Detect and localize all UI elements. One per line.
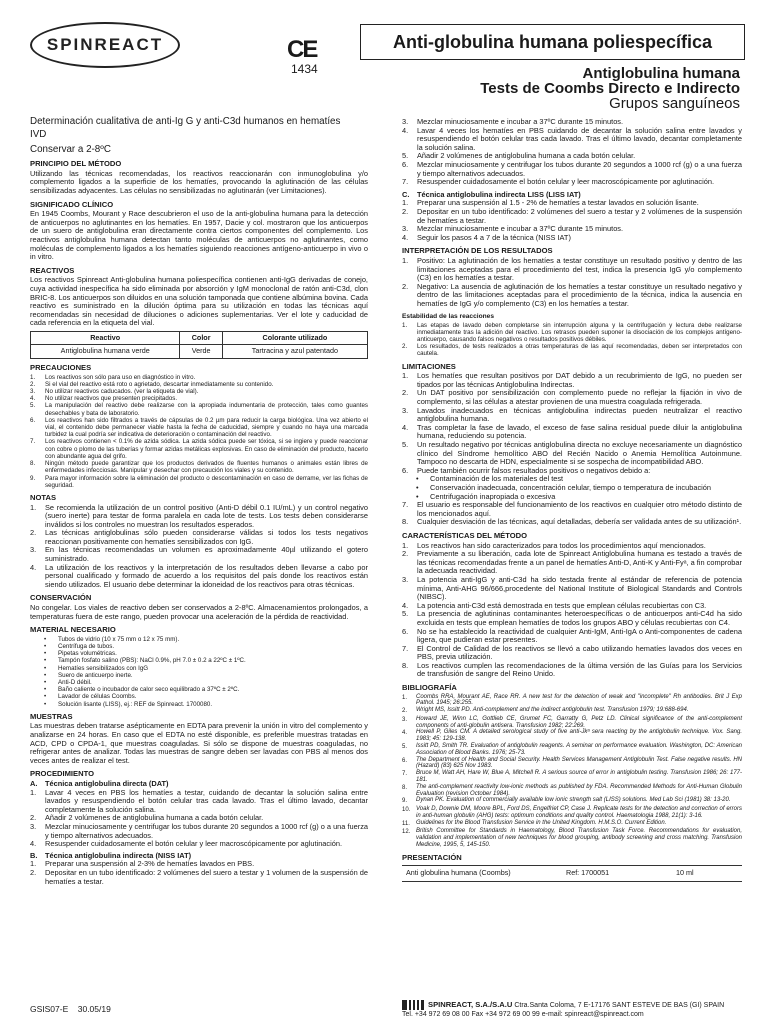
reagents-cell: Tartracina y azul patentado	[222, 345, 367, 359]
reagents-header-cell: Reactivo	[31, 331, 180, 345]
document-date: 30.05/19	[77, 1004, 111, 1014]
list-item	[402, 283, 742, 309]
proc-b-list	[30, 860, 368, 886]
list-number: 4.	[402, 125, 409, 135]
list-number: 2.	[30, 813, 37, 823]
list-text: No utilizar reactivos que presenten precipitados.	[45, 395, 178, 403]
list-number: •	[44, 664, 47, 672]
list-item	[402, 628, 742, 645]
list-number: 2.	[30, 528, 37, 538]
list-text: Los reactivos contienen < 0.1% de azida sódica. La azida sódica puede ser tóxica, si se ingiere y puede reaccionar con cobre o plomo de las tuberías y formar azidas metálicas explosivas. En caso de eliminación del producto, hacerlo con abundante agua del grifo.	[45, 438, 368, 460]
list-number: 8.	[402, 784, 408, 791]
list-item	[30, 665, 368, 672]
list-number: 1.	[402, 694, 408, 701]
list-text: Lavar 4 veces en PBS los hematíes a testar, cuidando de decantar la solución salina entre lavados y resuspendiendo el botón celular tras cada lavado. Tras el último lavado, decantar completamente la solución salina.	[45, 787, 368, 814]
list-text: Howell P, Giles CM. A detailed serological study of five anti-Jkᵃ sera reacting by the antiglobulin technique. Vox. Sang. 1983; 45: 129-138.	[416, 729, 742, 743]
list-text: Issitt PD, Smith TR. Evaluation of antiglobulin reagents. A seminar on performance evaluation. Washington, DC: American Association of Blood Banks. 1976; 25-73.	[416, 743, 742, 756]
list-text: Baño caliente o incubador de calor seco equilibrado a 37ºC ± 2ºC.	[58, 686, 240, 694]
list-number: 9.	[402, 798, 408, 805]
list-item	[402, 610, 742, 627]
list-number: 2.	[402, 388, 409, 398]
list-number: 5.	[402, 609, 409, 619]
list-item	[402, 828, 742, 848]
list-item	[30, 374, 368, 381]
list-number: 6.	[402, 465, 409, 475]
list-text: Anti-D débil.	[58, 679, 92, 687]
list-text: British Committee for Standards in Haematology, Blood Transfusion Task Force. Recommendations for evaluation, validation and implementation of new techniques for blood grouping, antibody screening and cross matching. Transfusion Medicine, 1995, 5, 145-150.	[416, 828, 742, 848]
list-item	[402, 743, 742, 757]
list-text: Lavador de células Coombs.	[58, 693, 137, 701]
subtitle-2: Tests de Coombs Directo e Indirecto	[480, 80, 740, 97]
principio-heading: PRINCIPIO DEL MÉTODO	[30, 159, 122, 169]
list-number: •	[416, 474, 419, 484]
reagents-header-cell: Colorante utilizado	[222, 331, 367, 345]
list-text: Añadir 2 volúmenes de antiglobulina humana a cada botón celular.	[45, 813, 264, 823]
proc-b-heading: B. Técnica antiglobulina indirecta (NISS IAT)	[30, 850, 192, 860]
presentacion-ref: Ref: 1700051	[566, 868, 610, 878]
presentacion-heading: PRESENTACIÓN	[402, 852, 462, 862]
list-item	[402, 757, 742, 771]
list-number: 4.	[402, 422, 409, 432]
list-number: 2.	[402, 708, 408, 715]
list-number: 8.	[402, 517, 409, 527]
caracteristicas-list	[402, 542, 742, 680]
list-number: 1.	[30, 502, 37, 512]
list-item	[30, 823, 368, 840]
conservacion-heading: CONSERVACIÓN	[30, 593, 92, 603]
list-item	[30, 417, 368, 439]
list-item	[402, 662, 742, 679]
material-list	[30, 636, 368, 708]
list-item	[30, 701, 368, 708]
list-number: 10.	[402, 807, 411, 813]
list-text: Suero de anticuerpo inerte.	[58, 671, 133, 679]
estabilidad-heading: Estabilidad de las reacciones	[402, 313, 494, 321]
list-item	[402, 424, 742, 441]
list-text: Mezclar minuciosamente e incubar a 37ºC durante 15 minutos.	[417, 117, 624, 126]
list-number: 3.	[402, 117, 409, 126]
subtitle-3: Grupos sanguíneos	[609, 95, 740, 112]
list-item	[402, 441, 742, 467]
list-text: Mezclar minuciosamente e incubar a 37ºC durante 15 minutos.	[417, 224, 624, 234]
limitaciones-heading: LIMITACIONES	[402, 361, 456, 371]
reagents-header-cell: Color	[180, 331, 222, 345]
company-address: Ctra.Santa Coloma, 7 E-17176 SANT ESTEVE DE BAS (GI) SPAIN	[514, 1002, 725, 1009]
ce-mark: CE	[287, 36, 317, 63]
list-number: 8.	[30, 460, 36, 468]
presentacion-volume: 10 ml	[676, 868, 694, 878]
list-number: 3.	[30, 388, 36, 396]
list-number: 7.	[402, 643, 409, 653]
notas-list	[30, 504, 368, 590]
precauciones-list	[30, 374, 368, 489]
list-number: 1.	[30, 373, 36, 381]
list-item	[30, 388, 368, 395]
proc-c-heading: C. Técnica antiglobulina indirecta LISS (LISS IAT)	[402, 189, 581, 199]
list-item	[30, 657, 368, 664]
list-item	[402, 178, 742, 187]
list-text: Centrifugación inapropiada o excesiva	[430, 491, 556, 501]
bibliografia-list	[402, 694, 742, 849]
caracteristicas-heading: CARACTERÍSTICAS DEL MÉTODO	[402, 530, 528, 540]
list-text: Howard JE, Winn LC, Gottlieb CE, Grumet FC, Garratty G, Petz LD. Clinical significance of the anti-complement components of anti-globulin antisera. Transfusion 1982; 22:269.	[416, 715, 742, 729]
clinico-text: En 1945 Coombs, Mourant y Race descubrieron el uso de la anti-globulina humana para la detección de anticuerpos no aglutinantes en los hematíes. En 1957, Dacie y col. mostraron que los anticuerpos de un suero de antiglobulina eran directamente contra ciertos componentes del complemento. Los reactivos antiglobulina humana detectan tanto moléculas de anticuerpos no aglutinantes, como moléculas de complemento ligados a los hematíes siguiendo reacciones antígeno-anticuerpo in vivo o in vitro.	[30, 209, 368, 262]
company-contact: Tel. +34 972 69 08 00 Fax +34 972 69 00 99 e-mail: spinreact@spinreact.com	[402, 1011, 644, 1019]
list-number: •	[416, 491, 419, 501]
list-item	[402, 372, 742, 389]
document-title-box	[360, 24, 745, 60]
list-item	[402, 234, 742, 243]
proc-b-continued-list	[402, 118, 742, 187]
list-text: Depositar en un tubo identificado: 2 volúmenes del suero a testar y 1 volumen de la suspensión de hematíes a testar.	[45, 867, 368, 886]
list-text: Tampón fosfato salino (PBS): NaCl 0.9%, pH 7.0 ± 0.2 a 22ºC ± 1ºC.	[58, 657, 246, 665]
list-number: •	[44, 671, 47, 679]
list-text: Negativo: La ausencia de aglutinación de los hematíes a testar constituye un resultado negativo y dentro de las limitaciones aceptadas para el procedimiento de la técnica, indica la ausencia en hematíes de IgG y/o complemento (C3) en los hematíes a testar.	[417, 281, 742, 308]
list-text: La utilización de los reactivos y la interpretación de los resultados deben llevarse a cabo por personal cualificado y formado de acuerdo a los requisitos del país donde los reactivos están siendo utilizados. El usuario debe determinar la idoneidad de los reactivos para otras técnicas.	[45, 562, 368, 589]
list-number: 6.	[402, 757, 408, 764]
list-text: Ningún método puede garantizar que los productos derivados de fluentes humanos o animales están libres de enfermedades infecciosas. Manipular y desechar con precaución los viales y su contenido.	[45, 460, 368, 475]
list-item	[402, 707, 742, 716]
list-text: Hematíes sensibilizados con IgG	[58, 664, 149, 672]
list-item	[30, 395, 368, 402]
list-number: 1.	[30, 859, 37, 869]
clinico-heading: SIGNIFICADO CLÍNICO	[30, 199, 114, 209]
list-item	[402, 322, 742, 344]
list-number: •	[44, 643, 47, 651]
list-item	[30, 529, 368, 546]
bibliografia-heading: BIBLIOGRAFÍA	[402, 683, 457, 693]
list-number: 1.	[402, 255, 409, 265]
list-number: 1.	[30, 787, 37, 797]
list-text: En las técnicas recomendadas un volumen es aproximadamente 40µl utilizando el gotero suministrado.	[45, 545, 368, 564]
list-text: Previamente a su liberación, cada lote de Spinreact Antiglobulina humana es testado a través de las técnicas recomendadas frente a un panel de hematíes Anti-D, Anti-K y Anti-Fyᵃ, a fin comprobar la adecuada reactividad.	[417, 549, 742, 576]
list-item	[30, 693, 368, 700]
list-item	[30, 679, 368, 686]
estabilidad-list	[402, 322, 742, 358]
list-text: Mezclar minuciosamente y centrifugar los tubos durante 20 segundos a 1000 rcf (g) o a una fuerza y tiempo alternativos adecuados.	[417, 159, 742, 178]
ivd-label: IVD	[30, 129, 47, 140]
list-number: 7.	[30, 438, 36, 446]
spinreact-logo: SPINREACT	[30, 22, 180, 68]
list-text: Seguir los pasos 4 a 7 de la técnica (NISS IAT)	[417, 232, 571, 242]
list-text: Resuspender cuidadosamente el botón celular y leer macroscópicamente por aglutinación.	[417, 177, 715, 187]
limitaciones-list	[402, 372, 742, 527]
list-number: 4.	[30, 395, 36, 403]
list-number: •	[416, 483, 419, 492]
list-item	[30, 650, 368, 657]
footer-code	[30, 1004, 111, 1014]
list-item	[402, 694, 742, 708]
conservation-label: Conservar a 2-8ºC	[30, 143, 111, 155]
list-item	[402, 576, 742, 602]
list-item	[402, 257, 742, 283]
list-item	[402, 729, 742, 743]
list-item	[402, 797, 742, 806]
list-number: 6.	[402, 159, 409, 169]
list-text: Un resultado negativo por técnicas antiglobulina directa no excluye necesariamente un diagnóstico clínico del Síndrome hemolítico ABO del Recién Nacido o Anemia Hemolítica Autoinmune. Tampoco no descarta de HDN, especialmente si se sospecha de incompatibilidad ABO.	[417, 440, 742, 467]
list-text: Preparar una suspensión al 2-3% de hematíes lavados en PBS.	[45, 859, 255, 869]
list-text: Cualquier desviación de las técnicas, aquí detalladas, debería ser validada antes de su utilización¹.	[417, 517, 742, 527]
list-text: Resuspender cuidadosamente el botón celular y leer macroscópicamente por aglutinación.	[45, 839, 343, 849]
interpretacion-heading: INTERPRETACIÓN DE LOS RESULTADOS	[402, 246, 553, 256]
list-item	[30, 643, 368, 650]
procedimiento-heading: PROCEDIMIENTO	[30, 769, 94, 779]
list-number: •	[44, 635, 47, 643]
right-column	[402, 118, 742, 882]
list-text: Centrífuga de tubos.	[58, 643, 115, 651]
list-number: •	[44, 650, 47, 658]
list-item	[30, 460, 368, 474]
list-text: No se ha establecido la reactividad de cualquier Anti-IgM, Anti-IgA o Anti-componentes de cadena ligera, que pudieran estar presentes.	[417, 626, 742, 645]
list-text: Los reactivos han sido filtrados a través de cápsulas de 0.2 µm para reducir la carga biológica. Una vez abierto el vial, el contenido debe permanecer viable hasta la fecha de caducidad, siempre y cuando no haya una marcada turbidez la cual podría ser indicativa de deterioración o contaminación del reactivo.	[45, 416, 368, 439]
list-number: 3.	[30, 545, 37, 555]
table-row	[31, 345, 368, 359]
list-number: 9.	[30, 474, 36, 482]
list-item	[402, 389, 742, 406]
list-item	[402, 161, 742, 178]
left-column	[30, 116, 368, 886]
interpretacion-list	[402, 257, 742, 309]
list-item	[402, 820, 742, 829]
muestras-heading: MUESTRAS	[30, 711, 73, 721]
list-text: Añadir 2 volúmenes de antiglobulina humana a cada botón celular.	[417, 151, 636, 161]
proc-c-list	[402, 199, 742, 242]
list-text: The anti-complement reactivity low-ionic methods as published by FDA. Recommended Methods for Anti-Human Globulin Evaluation (revision October 1984).	[416, 783, 742, 797]
reagents-cell: Verde	[180, 345, 222, 359]
list-text: Bruce M, Watt AH, Hare W, Blue A, Mitchell R. A serious source of error in antiglobulin testing. Transfusion 1986; 26: 177-181.	[416, 770, 742, 784]
list-item	[30, 672, 368, 679]
list-number: 3.	[30, 821, 37, 831]
reagents-table-header	[31, 331, 368, 345]
list-text: Las técnicas antiglobulinas sólo pueden considerarse válidas si todos los tests negativos reaccionan positivamente con hematíes sensibilizados con IgG.	[45, 528, 368, 546]
list-text: Los reactivos son sólo para uso en diagnóstico in vitro.	[45, 373, 196, 381]
list-text: Los reactivos cumplen las recomendaciones de la última versión de las Guías para los Servicios de transfusión de sangre del Reino Unido.	[417, 660, 742, 679]
list-number: 1.	[402, 371, 409, 381]
document-code: GSIS07-E	[30, 1004, 69, 1014]
notas-heading: NOTAS	[30, 492, 57, 502]
conservacion-text: No congelar. Los viales de reactivo deben ser conservados a 2-8ºC. Almacenamientos prolongados, a temperaturas fuera de este rango, pueden provocar una aceleración de la pérdida de reactividad.	[30, 603, 368, 621]
list-number: 5.	[402, 151, 409, 161]
list-item	[30, 789, 368, 815]
list-number: 4.	[402, 600, 409, 610]
list-text: Pipetas volumétricas.	[58, 650, 117, 658]
list-item	[402, 645, 742, 662]
list-text: Guidelines for the Blood Transfusion Service in the United Kingdom. H.M.S.O. Current Edition.	[416, 819, 667, 826]
list-item	[30, 504, 368, 530]
reactivos-heading: REACTIVOS	[30, 265, 75, 275]
list-item	[30, 840, 368, 849]
list-number: 3.	[402, 405, 409, 415]
list-number: 4.	[402, 730, 408, 737]
list-item	[402, 407, 742, 424]
list-text: The Department of Health and Social Security. Health Services Management Antiglobulin Test. False negative results. HN (Hazard) (83) 625 Nov 1983.	[416, 756, 742, 770]
principio-text: Utilizando las técnicas recomendadas, los reactivos reaccionarán con inmunoglobulina y/o complemento ligados a la superficie de los hematíes, provocando la aglutinación de las células sensibilizadas adyacentes. Las células no sensibilizadas no aglutinarán (ver Limitaciones).	[30, 168, 368, 195]
document-title: Anti-globulina humana poliespecífica	[392, 31, 713, 52]
reagents-cell: Antiglobulina humana verde	[31, 345, 180, 359]
list-text: Los hematíes que resultan positivos por DAT debido a un recubrimiento de IgG, no pueden ser tipados por las técnicas Antiglobulina Indirectas.	[417, 371, 742, 389]
list-text: Lavar 4 veces los hematíes en PBS cuidando de decantar la solución salina entre lavados y resuspendiendo el botón celular tras cada lavado. Tras el último lavado, decantar completamente la solución salina.	[417, 125, 742, 152]
subtitle-1: Antiglobulina humana	[582, 65, 740, 82]
list-number: 2.	[30, 867, 37, 877]
list-text: Conservación inadecuada, concentración celular, tiempo o temperatura de incubación	[430, 483, 712, 492]
list-text: La presencia de aglutininas contaminantes heteroespecíficas o de anticuerpos anti-C4d ha sido excluida en tests que emplean hematíes de todos los grupos ABO y células recubiertas con C4.	[417, 609, 742, 627]
list-number: •	[44, 679, 47, 687]
list-item	[30, 636, 368, 643]
list-number: •	[44, 657, 47, 665]
list-item	[402, 784, 742, 798]
list-text: Preparar una suspensión al 1.5 - 2% de hematíes a testar lavados en solución lisante.	[417, 198, 699, 208]
list-number: 1.	[402, 540, 409, 550]
list-number: 7.	[402, 177, 409, 187]
list-item	[402, 208, 742, 225]
list-number: 2.	[30, 380, 36, 388]
list-number: 6.	[402, 626, 409, 636]
list-item	[30, 686, 368, 693]
list-text: Dynan PK. Evaluation of commercially available low ionic strength salt (LISS) solutions. Med Lab Sci (1981) 38: 13-20.	[416, 797, 731, 804]
list-number: 3.	[402, 224, 409, 234]
presentacion-name: Anti globulina humana (Coombs)	[406, 868, 511, 878]
list-text: Si el vial del reactivo está roto o agrietado, descartar inmediatamente su contenido.	[45, 380, 274, 388]
list-item	[402, 770, 742, 784]
list-text: Los resultados, de tests realizados a otras temperaturas de las aquí recomendadas, deben ser interpretados con cautela.	[417, 343, 742, 358]
list-number: 1.	[402, 321, 408, 329]
list-number: 5.	[402, 440, 409, 450]
list-item	[402, 806, 742, 820]
list-number: •	[44, 686, 47, 694]
list-text: La potencia anti-C3d está demostrada en tests que emplean células recubiertas con C3.	[417, 600, 707, 610]
list-number: 4.	[402, 232, 409, 242]
list-number: 5.	[30, 402, 36, 410]
list-number: 2.	[402, 206, 409, 216]
muestras-text: Las muestras deben tratarse asépticamente en EDTA para prevenir la unión in vitro del complemento y analizarse en 24 horas. En caso que el EDTA no esté disponible, es preferible muestras tratadas en ACD, CPD o CPDA-1, que muestras coaguladas. Si sólo se dispone de muestras coaguladas, no refrigerar antes de analizar. Todas las muestras de sangre deben ser lavadas con PBS al menos dos veces antes de realizar el test.	[30, 721, 368, 765]
list-text: Para mayor información sobre la eliminación del producto o descontaminación en caso de derrame, ver las fichas de seguridad.	[45, 474, 368, 489]
list-text: Puede también ocurrir falsos resultados positivos o negativos debido a:	[417, 465, 651, 475]
presentacion-row	[402, 865, 742, 882]
list-text: Se recomienda la utilización de un control positivo (Anti-D débil 0.1 IU/mL) y un control negativo (suero inerte) para testar de forma paralela en cada lote de tests. Los tests deben considerarse inválidos si los controles no muestran los resultados esperados.	[45, 502, 368, 529]
list-text: Coombs RRA, Mourant AE, Race RR. A new test for the detection of weak and "incomplete" Rh antibodies. Brit J Exp Pathol. 1945; 26:255.	[416, 693, 742, 707]
list-item	[402, 501, 742, 518]
list-item	[30, 546, 368, 563]
list-item	[30, 869, 368, 886]
list-item	[30, 381, 368, 388]
reagents-table	[30, 331, 368, 359]
list-number: 5.	[402, 744, 408, 751]
list-item	[402, 343, 742, 357]
list-item	[402, 127, 742, 153]
list-item	[30, 402, 368, 416]
list-number: 6.	[30, 416, 36, 424]
list-text: El Control de Calidad de los reactivos se llevó a cabo utilizando hematíes lavados dos veces en PBS, previa utilización.	[417, 643, 742, 662]
list-item	[30, 438, 368, 460]
list-text: Los reactivos han sido caracterizados para todos los procedimientos aquí mencionados.	[417, 540, 706, 550]
list-number: 7.	[402, 771, 408, 778]
list-number: 4.	[30, 562, 37, 572]
footer-company	[402, 1000, 742, 1019]
ce-number: 1434	[291, 62, 318, 76]
list-item	[402, 518, 742, 527]
determination-heading: Determinación cualitativa de anti-Ig G y anti-C3d humanos en hematíes	[30, 116, 341, 127]
list-text: Mezclar minuciosamente y centrifugar los tubos durante 20 segundos a 1000 rcf (g) o a una fuerza y tiempo alternativos adecuados.	[45, 821, 368, 840]
subtitles	[480, 66, 740, 111]
list-text: La manipulación del reactivo debe realizarse con la apropiada indumentaria de protección, tales como guantes desechables y bata de laboratorio.	[45, 402, 368, 417]
list-text: Un DAT positivo por sensibilización con complemento puede no reflejar la fijación in vivo de complemento, si las células a atestar provienen de una muestra coagulada refrigerada.	[417, 388, 742, 407]
list-number: 12.	[402, 829, 411, 836]
list-number: 2.	[402, 343, 408, 351]
list-text: Las etapas de lavado deben completarse sin interrupción alguna y la centrifugación y lectura debe realizarse inmediatamente tras la adición del reactivo. Los retrasos pueden suponer la disociación de los complejos antígeno-anticuerpo, causando falsos negativos o resultados positivos débiles.	[417, 321, 742, 344]
precauciones-heading: PRECAUCIONES	[30, 363, 92, 373]
list-text: Lavados inadecuados en técnicas antiglobulina indirectas pueden neutralizar el reactivo antiglobulina humana.	[417, 405, 742, 424]
list-text: Solución lisante (LISS), ej.: REF de Spinreact. 1700080.	[58, 700, 213, 708]
list-text: Tubos de vidrio (10 x 75 mm o 12 x 75 mm).	[58, 635, 180, 643]
list-number: 2.	[402, 549, 409, 559]
proc-a-heading: A. Técnica antiglobulina directa (DAT)	[30, 779, 169, 788]
list-number: 8.	[402, 660, 409, 670]
material-heading: MATERIAL NECESARIO	[30, 625, 116, 635]
list-item	[30, 475, 368, 489]
list-number: 3.	[402, 716, 408, 723]
list-number: 3.	[402, 574, 409, 584]
list-text: Wright MS, Issitt PD. Anti-complement and the indirect antiglobulin test. Transfusion 1979; 19:688-694.	[416, 707, 689, 714]
list-number: 7.	[402, 500, 409, 510]
list-number: •	[44, 700, 47, 708]
list-number: 11.	[402, 820, 410, 827]
list-text: Depositar en un tubo identificado: 2 volúmenes del suero a testar y 2 volúmenes de la suspensión de hematíes a testar.	[417, 206, 742, 225]
list-text: La potencia anti-IgG y anti-C3d ha sido testada frente al estándar de referencia de potencia mínima, Anti-AHG 96/666,procedente del National Institute of Biological Standards and Controls (NIBSC).	[417, 574, 742, 602]
list-number: 1.	[402, 198, 409, 208]
manufacturer-icon	[402, 1000, 424, 1010]
company-name: SPINREACT, S.A./S.A.U	[428, 1000, 513, 1009]
reactivos-text: Los reactivos Spinreact Anti-globulina humana poliespecífica contienen anti-IgG derivadas de conejo, cuya actividad inespecífica ha sido eliminada por absorción y IgM monoclonal de ratón anti-C3d, clon BRIC-8. Los anticuerpos son diluidos en una solución tamponada que contiene albúmina bovina. Cada reactivo es suministrado en la dilución óptima para su utilización en todas las técnicas aquí recomendadas sin necesidad de diluciones o adiciones suplementarias. Ver el lote y caducidad de cada referencia en la etiqueta del vial.	[30, 275, 368, 328]
list-text: El usuario es responsable del funcionamiento de los reactivos en cualquier otro método distinto de los mencionados aquí.	[417, 500, 742, 518]
list-text: Contaminación de los materiales del test	[430, 474, 564, 484]
list-item	[402, 550, 742, 576]
list-item	[402, 716, 742, 730]
list-item	[30, 564, 368, 590]
list-number: •	[44, 693, 47, 701]
list-number: 2.	[402, 281, 409, 291]
list-text: Voak D, Downie DM, Moore BPL, Ford DS, Engelfriet CP, Case J. Replicate tests for the detection and correction of errors in anti-human globulin (AHG) tests: optimum conditions and quality control. Haematologia 1988, 21(1): 3-16.	[416, 806, 742, 819]
proc-a-list	[30, 789, 368, 849]
list-number: 4.	[30, 839, 37, 849]
list-text: Tras completar la fase de lavado, el exceso de fase salina residual puede diluir la antiglobulina humana, reduciendo su potencia.	[417, 422, 742, 441]
list-text: Positivo: La aglutinación de los hematíes a testar constituye un resultado positivo y dentro de las limitaciones aceptadas para el procedimiento del test, indica la presencia IgG y/o complemento (C3) en los hematíes a testar.	[417, 255, 742, 283]
list-text: No utilizar reactivos caducados. (ver la etiqueta de vial).	[45, 388, 199, 396]
